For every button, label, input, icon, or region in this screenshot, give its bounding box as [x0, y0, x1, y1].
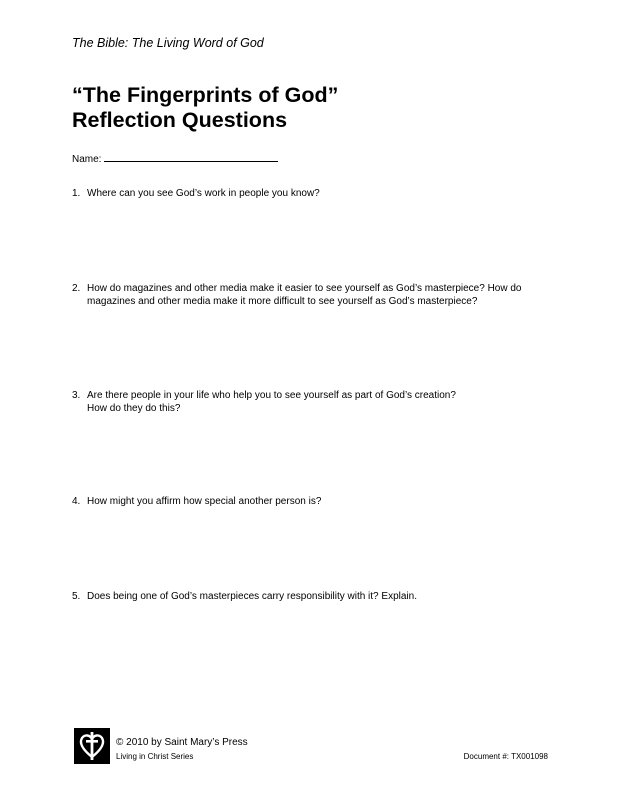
page-title	[72, 83, 338, 133]
page-title-line-1: “The Fingerprints of God”	[72, 83, 339, 107]
question-5	[72, 590, 542, 603]
name-field	[72, 152, 278, 165]
name-blank-line	[104, 152, 278, 162]
question-number: 5.	[72, 591, 81, 602]
question-1	[72, 187, 542, 200]
question-text-line-2: How do they do this?	[87, 403, 181, 414]
question-number: 1.	[72, 188, 81, 199]
question-number: 2.	[72, 283, 81, 294]
question-text: How might you affirm how special another person is?	[87, 496, 322, 507]
question-4	[72, 495, 542, 508]
page-title-line-2: Reflection Questions	[72, 108, 288, 132]
saint-marys-press-logo-icon	[74, 728, 110, 764]
question-text: Where can you see God’s work in people you know?	[87, 188, 320, 199]
question-3	[72, 389, 542, 415]
question-text: Does being one of God’s masterpieces carry responsibility with it? Explain.	[87, 591, 417, 602]
series-title: The Bible: The Living Word of God	[72, 36, 264, 50]
name-label: Name:	[72, 154, 102, 165]
question-number: 4.	[72, 496, 81, 507]
copyright-text: © 2010 by Saint Mary’s Press	[116, 737, 248, 748]
question-2	[72, 282, 542, 308]
logo-svg	[74, 728, 110, 764]
series-name: Living in Christ Series	[116, 752, 194, 761]
document-number: Document #: TX001098	[463, 752, 548, 761]
question-text-line-1: Are there people in your life who help you to see yourself as part of God’s creation?	[87, 390, 456, 401]
question-text	[87, 389, 542, 415]
question-number: 3.	[72, 390, 81, 401]
question-text: How do magazines and other media make it easier to see yourself as God’s masterpiece? How do magazines and other media make it more difficult to see yourself as God’s masterpiece?	[87, 283, 522, 307]
